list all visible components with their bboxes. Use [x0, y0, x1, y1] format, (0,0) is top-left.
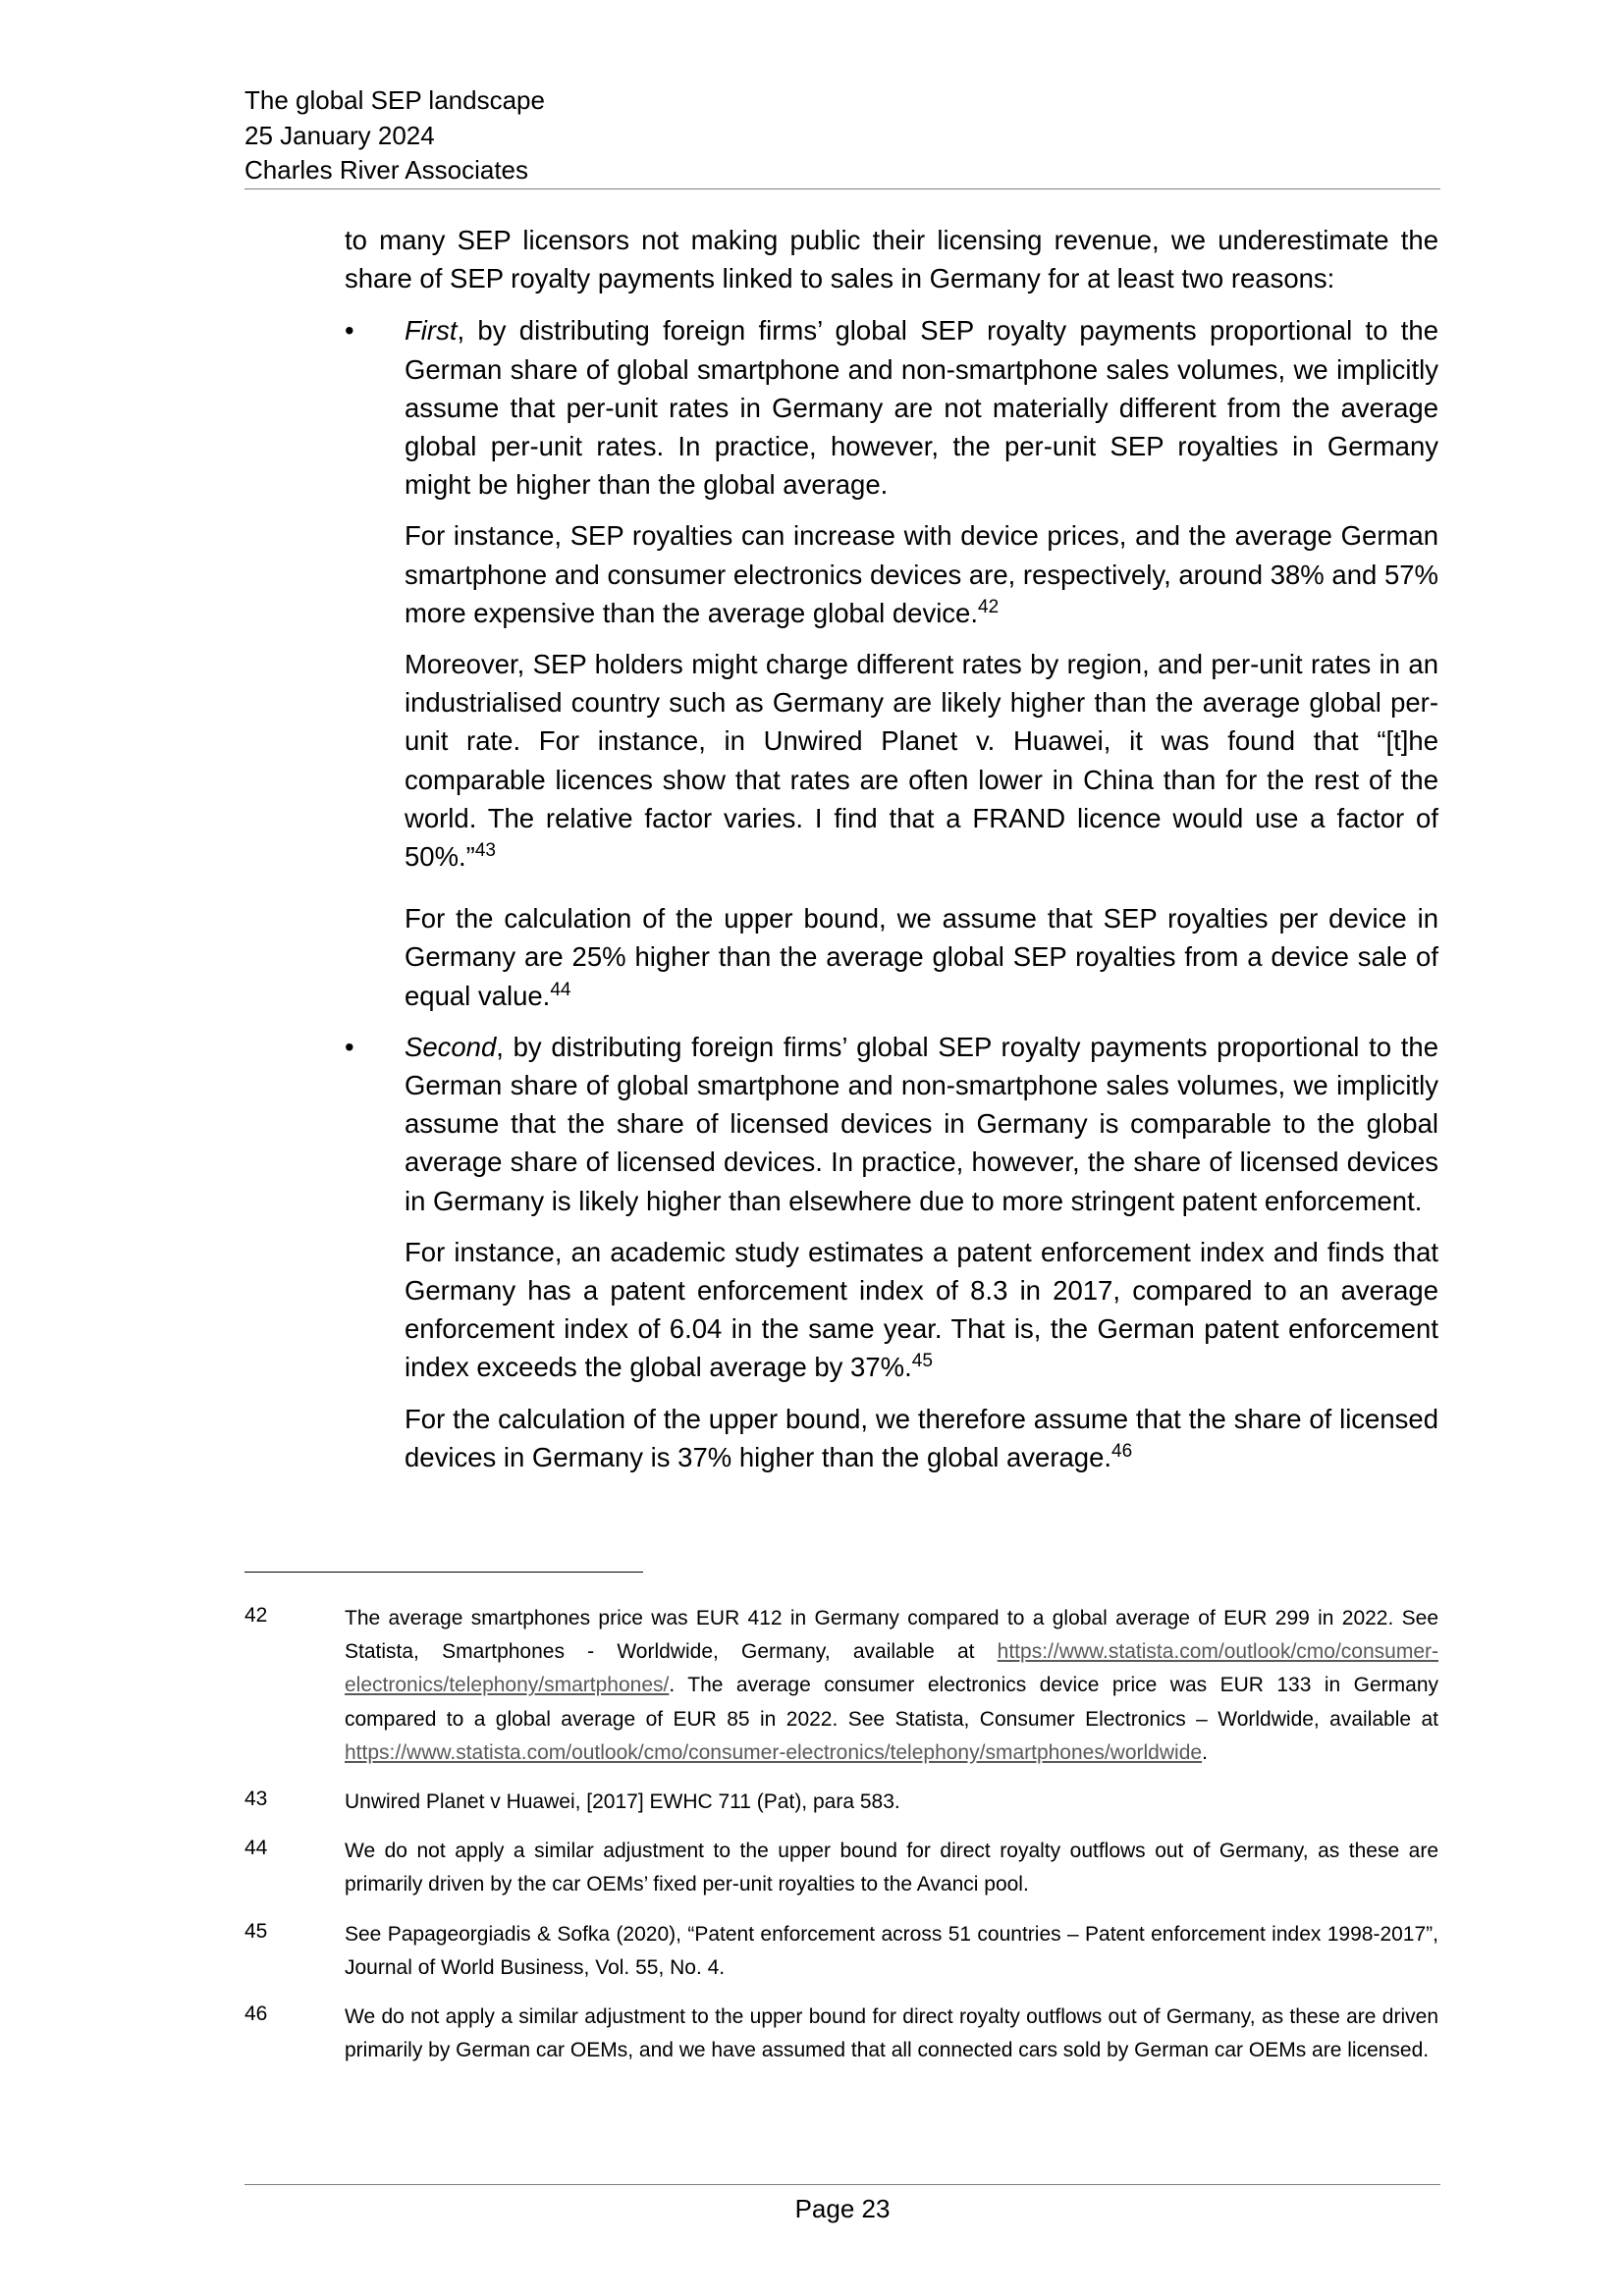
- footnote-number: 45: [244, 1919, 268, 1943]
- bullet-marker: •: [345, 1031, 354, 1062]
- footer-divider: [244, 2184, 1440, 2185]
- footnotes: [244, 1602, 1438, 2083]
- page-number: Page 23: [794, 2194, 891, 2223]
- bullet-marker: •: [345, 315, 354, 347]
- statista-worldwide-link[interactable]: https://www.statista.com/outlook/cmo/consumer-electronics/telephony/smartphones/worldwide: [345, 1740, 1203, 1764]
- first-paragraph-2: For instance, SEP royalties can increase with device prices, and the average German smartphone and consumer electronics devices are, respectively, around 38% and 57% more expensive than the average global device.$^{42}$: [405, 520, 1438, 628]
- footnote-43: [244, 1786, 1438, 1819]
- bullet-first: [345, 311, 1438, 1014]
- footnote-46: [244, 2001, 1438, 2067]
- footnote-text: See Papageorgiadis & Sofka (2020), “Patent enforcement across 51 countries – Patent enforcement index 1998-2017”, Journal of World Business, Vol. 55, No. 4.: [345, 1922, 1438, 1979]
- footnote-44: [244, 1835, 1438, 1901]
- footnote-text: We do not apply a similar adjustment to the upper bound for direct royalty outflows out of Germany, as these are driven primarily by German car OEMs, and we have assumed that all connected cars sold by German car OEMs are licensed.: [345, 2005, 1438, 2062]
- first-lead: First: [405, 315, 458, 347]
- footnote-number: 43: [244, 1788, 268, 1811]
- footnote-separator: [244, 1572, 643, 1573]
- footnote-ref-45: 45: [911, 1351, 933, 1372]
- footnote-number: 44: [244, 1837, 268, 1860]
- header-company: Charles River Associates: [244, 155, 528, 185]
- footnote-text: We do not apply a similar adjustment to the upper bound for direct royalty outflows out of Germany, as these are primarily driven by the car OEMs’ fixed per-unit royalties to the Avanci pool.: [345, 1840, 1438, 1896]
- first-paragraph-4: For the calculation of the upper bound, we assume that SEP royalties per device in Germany are 25% higher than the average global SEP royalties from a device sale of equal value.$^{44}$: [405, 903, 1438, 1011]
- footnote-45: [244, 1918, 1438, 1985]
- intro-paragraph: to many SEP licensors not making public their licensing revenue, we underestimate the share of SEP royalty payments linked to sales in Germany for at least two reasons:: [345, 225, 1438, 294]
- footnote-text: Unwired Planet v Huawei, [2017] EWHC 711 (Pat), para 583.: [345, 1790, 900, 1814]
- footnote-ref-44: 44: [550, 979, 571, 1000]
- footnote-text: The average smartphones price was EUR 412 in Germany compared to a global average of EUR 299 in 2022. See Statista, Smartphones - Worldwide, Germany, available at https://www.statista.com/outlook/cmo/consumer-electronics/telephony/smartphones/. The average consumer electronics device price was EUR 133 in Germany compared to a global average of EUR 85 in 2022. See Statista, Consumer Electronics – Worldwide, available at https://www.statista.com/outlook/cmo/consumer-electronics/telephony/smartphones/worldwide.: [345, 1607, 1438, 1764]
- running-header: [244, 83, 1440, 188]
- footnote-ref-42: 42: [978, 596, 1000, 617]
- footnote-ref-46: 46: [1111, 1440, 1133, 1462]
- second-paragraph-2: For instance, an academic study estimates a patent enforcement index and finds that Germany has a patent enforcement index of 8.3 in 2017, compared to an average enforcement index of 6.04 in the same year. That is, the German patent enforcement index exceeds the global average by 37%.$^{45}$: [405, 1236, 1438, 1383]
- header-divider: [244, 188, 1440, 189]
- statista-smartphones-link[interactable]: https://www.statista.com/outlook/cmo/consumer-electronics/telephony/smartphones/: [345, 1640, 1438, 1697]
- first-paragraph-1: First, by distributing foreign firms’ global SEP royalty payments proportional to the German share of global smartphone and non-smartphone sales volumes, we implicitly assume that per-unit rates in Germany are not materially different from the average global per-unit rates. In practice, however, the per-unit SEP royalties in Germany might be higher than the global average.: [405, 315, 1438, 501]
- first-paragraph-3: Moreover, SEP holders might charge different rates by region, and per-unit rates in an industrialised country such as Germany are likely higher than the average global per-unit rate. For instance, in Unwired Planet v. Huawei, it was found that “[t]he comparable licences show that rates are often lower in China than for the rest of the world. The relative factor varies. I find that a FRAND licence would use a factor of 50%.”$^{43}$: [405, 649, 1438, 873]
- second-lead: Second: [405, 1031, 497, 1062]
- body-text: [345, 221, 1438, 1489]
- footnote-42: [244, 1602, 1438, 1770]
- header-title: The global SEP landscape: [244, 85, 545, 115]
- header-date: 25 January 2024: [244, 120, 435, 150]
- footnote-number: 42: [244, 1604, 268, 1627]
- second-paragraph-1: Second, by distributing foreign firms’ global SEP royalty payments proportional to the German share of global smartphone and non-smartphone sales volumes, we implicitly assume that the share of licensed devices in Germany is comparable to the global average share of licensed devices. In practice, however, the share of licensed devices in Germany is likely higher than elsewhere due to more stringent patent enforcement.: [405, 1031, 1438, 1216]
- footnote-ref-43: 43: [474, 840, 496, 862]
- footnote-number: 46: [244, 2002, 268, 2026]
- second-paragraph-3: For the calculation of the upper bound, we therefore assume that the share of licensed devices in Germany is 37% higher than the global average.$^{46}$: [405, 1403, 1438, 1472]
- bullet-second: [345, 1028, 1438, 1476]
